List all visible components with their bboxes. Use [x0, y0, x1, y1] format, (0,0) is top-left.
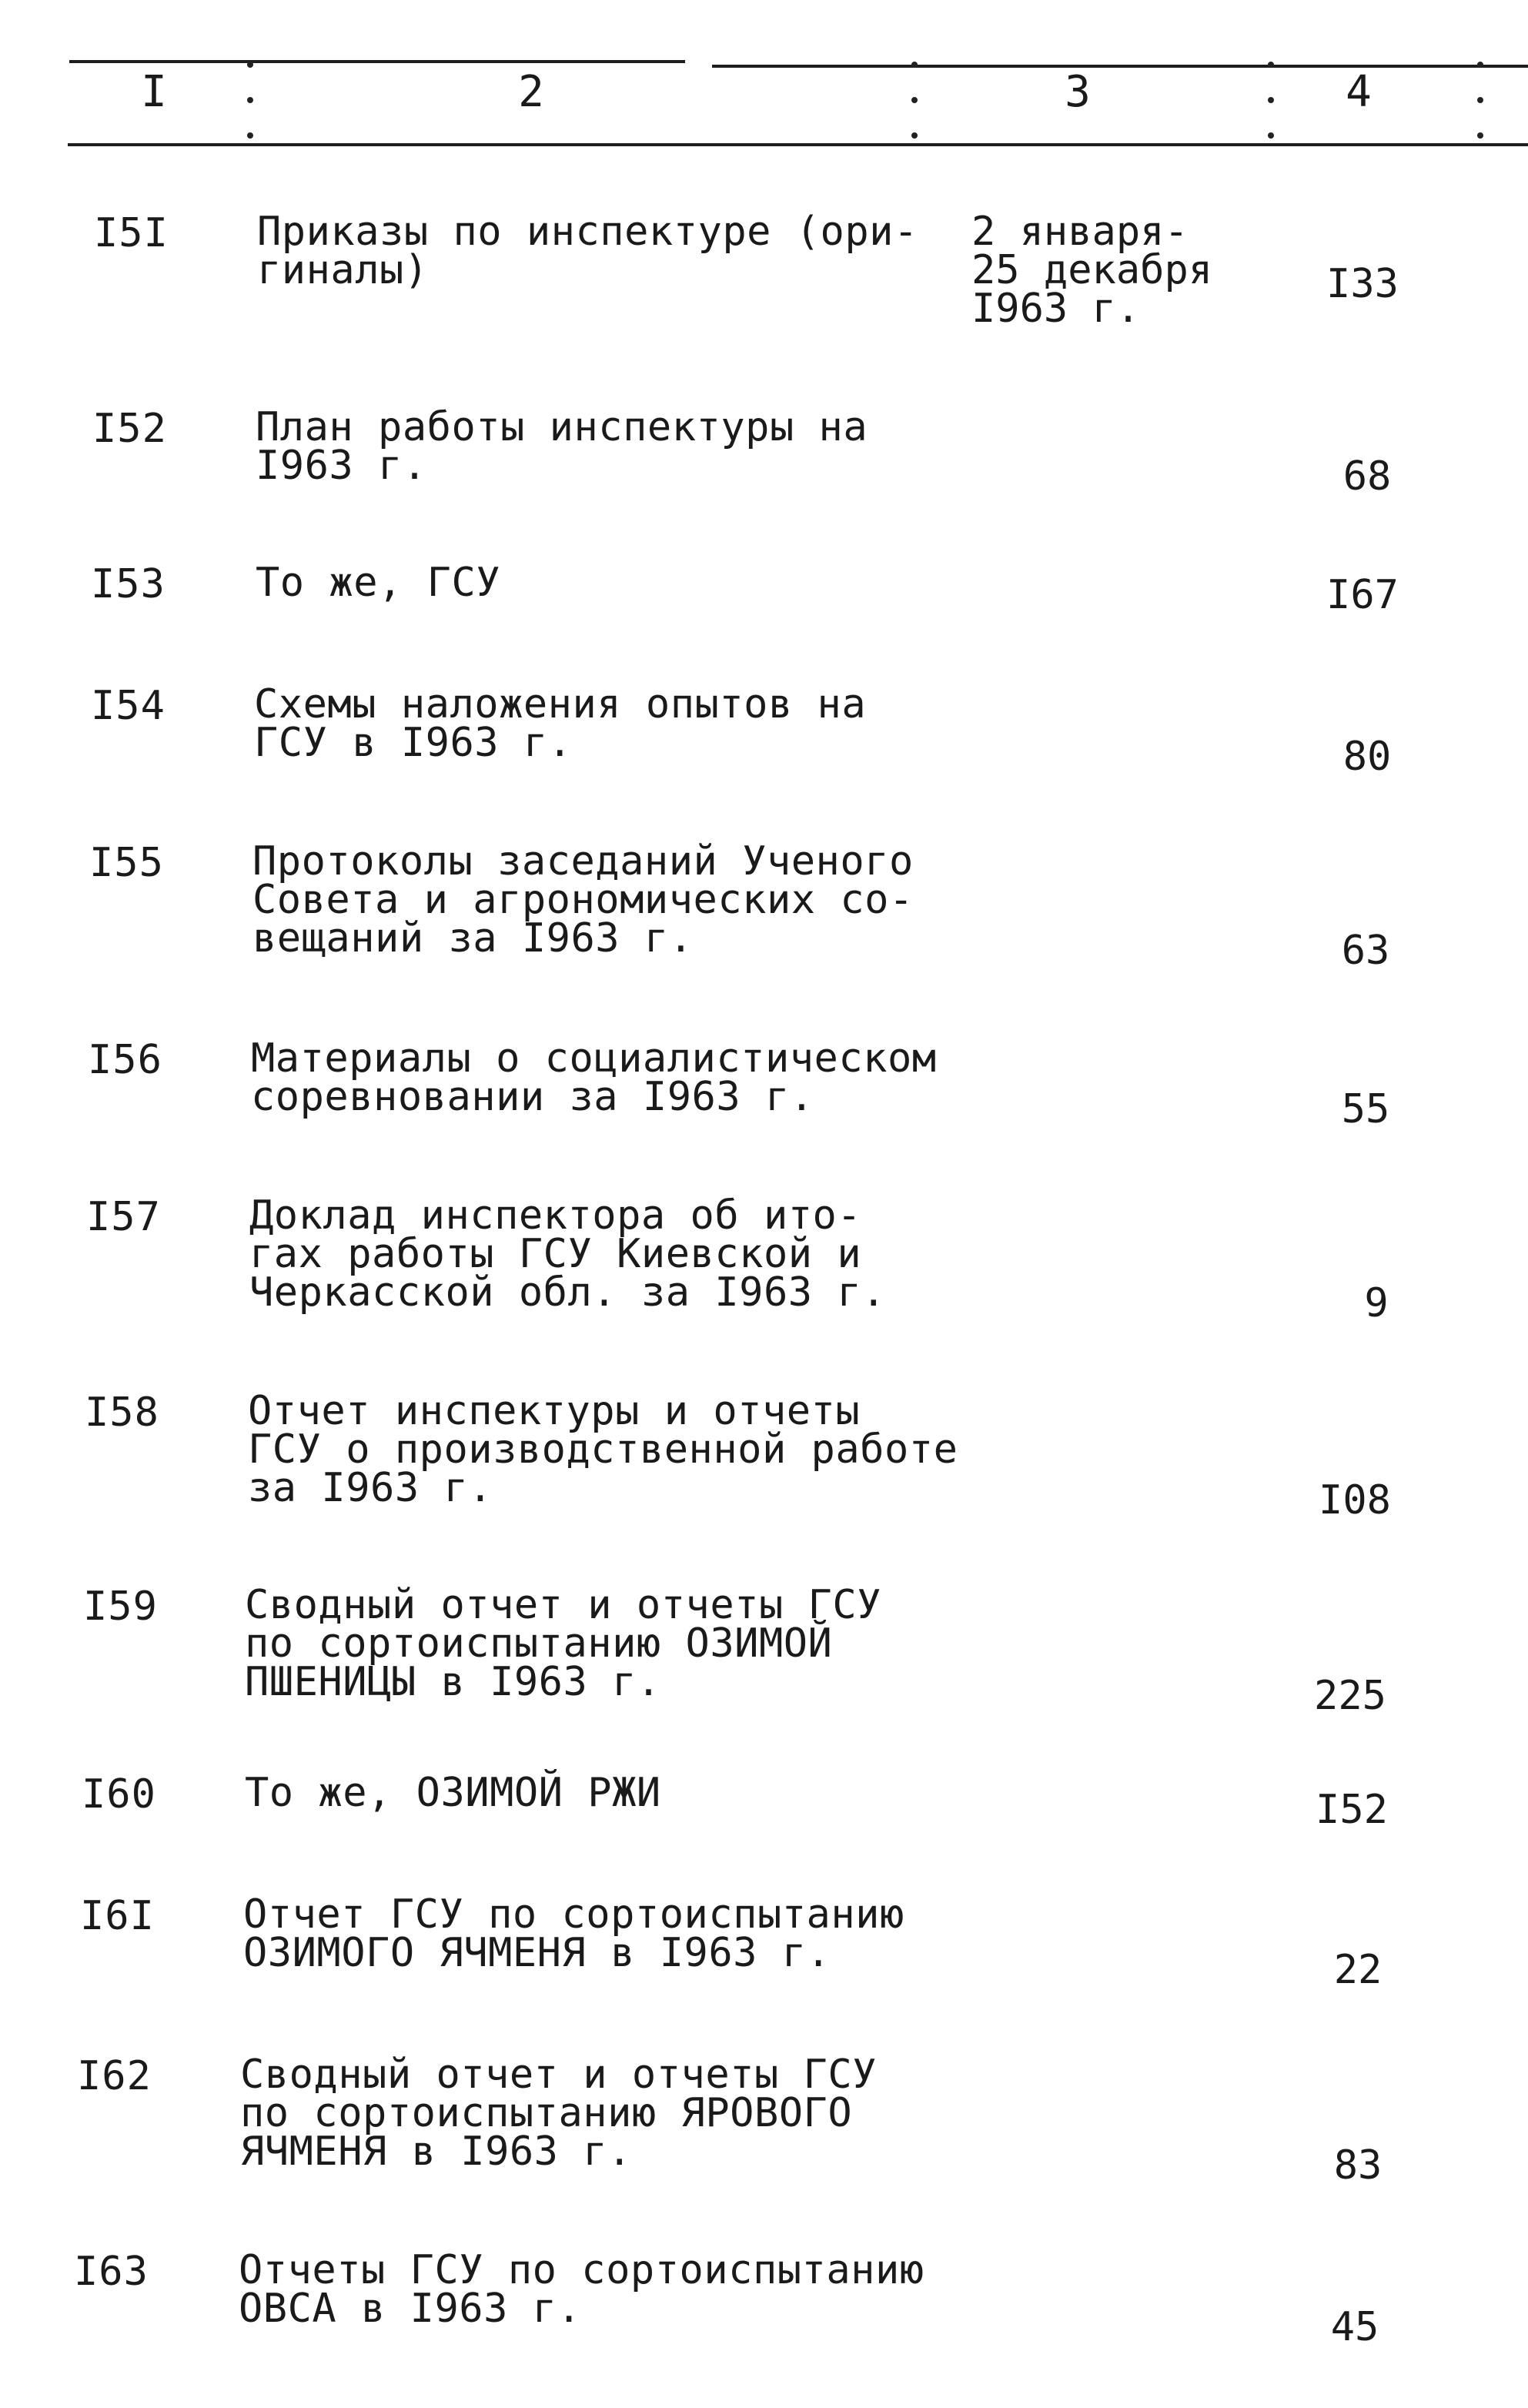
item-number: I62	[77, 2053, 152, 2099]
item-title: Отчет инспектуры и отчеты ГСУ о производственной работе за I963 г.	[248, 1388, 958, 1511]
item-title: Отчеты ГСУ по сортоиспытанию ОВСА в I963 г.	[239, 2247, 924, 2332]
item-number: I57	[86, 1194, 161, 1240]
item-number: I54	[91, 683, 166, 729]
sheet-count: I33	[1326, 261, 1399, 307]
item-title: Сводный отчет и отчеты ГСУ по сортоиспытанию ОЗИМОЙ ПШЕНИЦЫ в I963 г.	[245, 1582, 881, 1705]
column-header-1: I	[141, 67, 167, 117]
sheet-count: 225	[1314, 1673, 1386, 1719]
column-separator-2	[911, 62, 918, 139]
item-number: I53	[91, 561, 166, 607]
item-title: План работы инспектуры на I963 г.	[256, 404, 868, 489]
column-separator-3	[1267, 62, 1275, 139]
column-header-2: 2	[518, 67, 544, 117]
item-title: То же, ОЗИМОЙ РЖИ	[245, 1770, 661, 1816]
sheet-count: 45	[1330, 2304, 1379, 2350]
item-number: I59	[83, 1584, 158, 1630]
sheet-count: 55	[1341, 1086, 1390, 1132]
sheet-count: 63	[1341, 928, 1390, 974]
item-number: I52	[92, 406, 167, 452]
item-number: I60	[82, 1771, 156, 1818]
sheet-count: I67	[1326, 572, 1399, 618]
column-header-3: 3	[1065, 67, 1091, 117]
header-bottom-rule	[68, 143, 1528, 146]
item-dates: 2 января- 25 декабря I963 г.	[971, 209, 1213, 332]
item-title: Отчет ГСУ по сортоиспытанию ОЗИМОГО ЯЧМЕНЯ в I963 г.	[243, 1891, 904, 1976]
item-title: Протоколы заседаний Ученого Совета и агрономических со- вещаний за I963 г.	[252, 838, 914, 962]
item-number: I55	[89, 840, 164, 886]
sheet-count: 83	[1333, 2142, 1383, 2189]
item-title: Материалы о социалистическом соревновании за I963 г.	[251, 1035, 937, 1120]
item-number: I6I	[80, 1893, 155, 1939]
sheet-count: 68	[1342, 453, 1392, 500]
column-separator-4	[1476, 62, 1484, 139]
item-title: Сводный отчет и отчеты ГСУ по сортоиспытанию ЯРОВОГО ЯЧМЕНЯ в I963 г.	[240, 2052, 877, 2175]
item-number: I56	[88, 1037, 162, 1083]
header-top-rule-right	[712, 65, 1528, 68]
sheet-count: 9	[1364, 1280, 1389, 1326]
item-number: I63	[74, 2249, 149, 2295]
item-title: Приказы по инспектуре (ори- гиналы)	[257, 209, 918, 293]
sheet-count: 22	[1333, 1947, 1383, 1993]
item-number: I58	[85, 1390, 159, 1436]
column-header-4: 4	[1346, 67, 1372, 117]
sheet-count: I52	[1316, 1787, 1388, 1833]
item-title: Доклад инспектора об ито- гах работы ГСУ Киевской и Черкасской обл. за I963 г.	[249, 1192, 886, 1316]
item-title: Схемы наложения опытов на ГСУ в I963 г.	[254, 681, 867, 766]
item-number: I5I	[94, 210, 169, 256]
sheet-count: 80	[1342, 734, 1392, 780]
header-top-rule	[69, 60, 685, 63]
sheet-count: I08	[1319, 1477, 1391, 1523]
item-title: То же, ГСУ	[256, 560, 501, 606]
column-separator-1	[246, 62, 254, 139]
